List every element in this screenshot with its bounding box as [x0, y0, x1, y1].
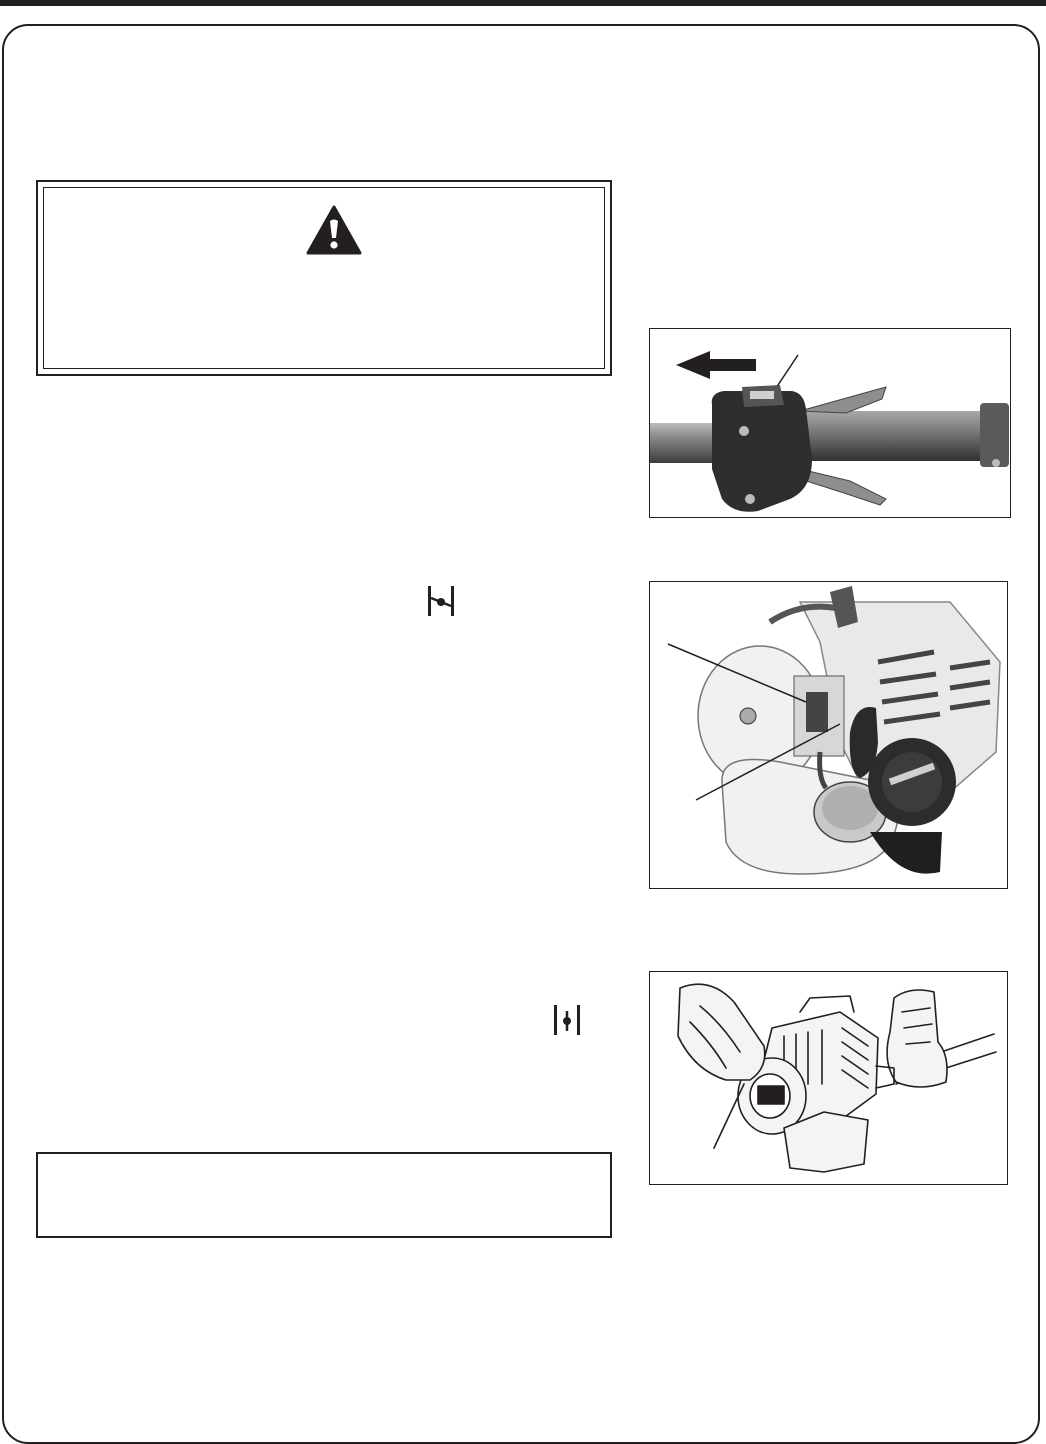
throttle-handle-photo [649, 328, 1011, 518]
choke-open-icon [550, 1003, 584, 1037]
choke-closed-icon [424, 584, 458, 618]
note-box [36, 1152, 612, 1238]
engine-choke-photo [649, 581, 1008, 889]
top-rule [0, 0, 1046, 6]
warning-triangle-icon [306, 205, 362, 255]
engine-hands-illustration [649, 971, 1008, 1185]
